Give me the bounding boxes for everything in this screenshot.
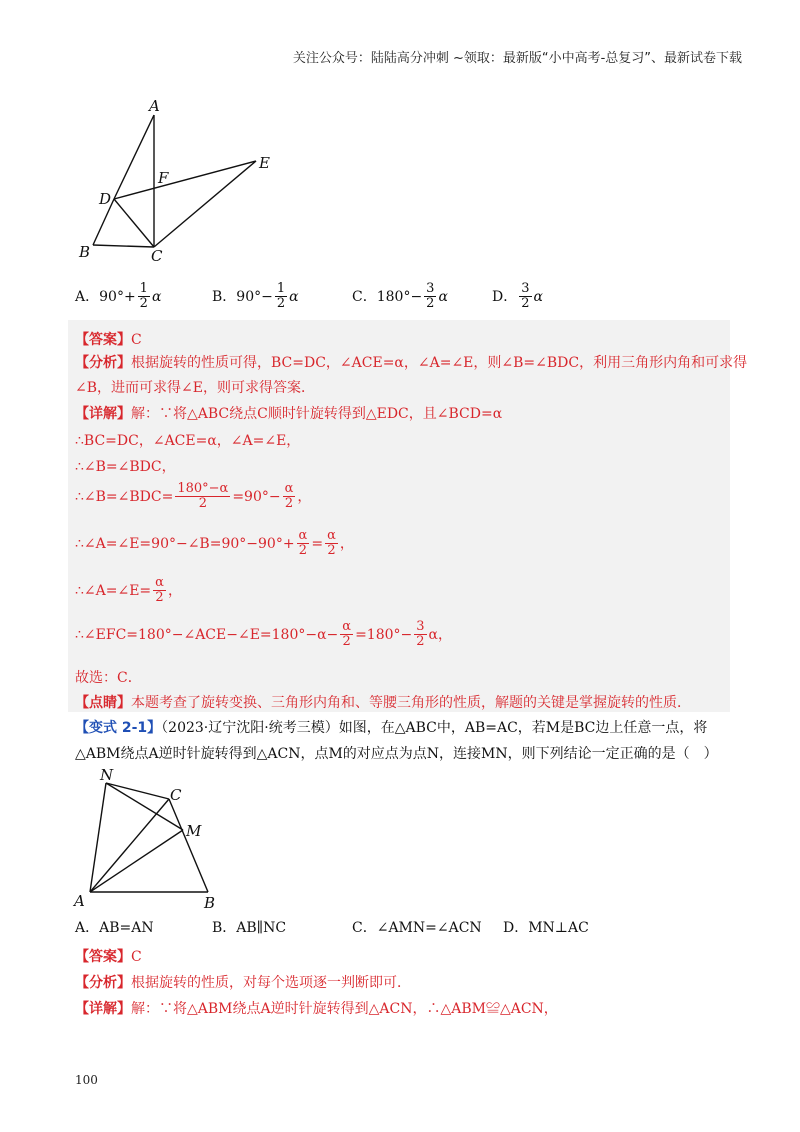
label-M: M (186, 822, 202, 840)
label-E: E (259, 154, 270, 172)
q1-choose: 故选：C． (75, 670, 142, 686)
page-number: 100 (75, 1073, 98, 1087)
q1-option-d: D． $\frac{3}{2}$ α (492, 281, 543, 312)
q1-step-2: ∴∠B=∠BDC， (75, 459, 176, 475)
q2-answer: 【答案】C (75, 949, 142, 965)
q1-step-5: ∴∠A=∠E= $\frac{\alpha}{2}$ ， (75, 575, 182, 606)
label-F: F (158, 169, 169, 187)
figure-triangle-rotation-2 (70, 768, 230, 910)
q1-analysis-2: ∠B，进而可求得∠E，则可求得答案． (75, 380, 315, 396)
label-B: B (79, 243, 91, 261)
q1-step-6: ∴∠EFC=180°−∠ACE−∠E=180°−α− $\frac{\alpha}{2}$ =180°− $\frac{3}{2}$ α， (75, 619, 453, 650)
label-C: C (151, 247, 163, 265)
q2-detail: 【详解】解：∵将△ABM绕点A逆时针旋转得到△ACN，∴△ABM≌△ACN， (75, 1001, 558, 1017)
label-C2: C (170, 786, 182, 804)
q1-option-a: A．90°+ $\frac{1}{2}$ α (75, 281, 162, 312)
q2-stem-1: 【变式 2-1】（2023·辽宁沈阳·统考三模）如图，在△ABC中，AB=AC，若M是BC边上任意一点，将 (75, 720, 708, 736)
q2-stem-2: △ABM绕点A逆时针旋转得到△ACN，点M的对应点为点N，连接MN，则下列结论一定正确的是（ ） (75, 746, 718, 762)
q1-answer: 【答案】C (75, 332, 142, 348)
q1-step-1: ∴BC=DC，∠ACE=α，∠A=∠E， (75, 433, 301, 449)
q1-option-c: C．180°− $\frac{3}{2}$ α (352, 281, 448, 312)
q2-option-c: C．∠AMN=∠ACN (352, 920, 482, 936)
label-N: N (100, 768, 114, 784)
q1-analysis-1: 【分析】根据旋转的性质可得，BC=DC，∠ACE=α，∠A=∠E，则∠B=∠BDC，利用三角形内角和可求得 (75, 355, 748, 371)
q2-analysis: 【分析】根据旋转的性质，对每个选项逐一判断即可． (75, 975, 411, 991)
q1-step-4: ∴∠A=∠E=90°−∠B=90°−90°+ $\frac{\alpha}{2}$ = $\frac{\alpha}{2}$ ， (75, 528, 354, 559)
label-A: A (149, 97, 160, 115)
label-B2: B (204, 894, 216, 910)
label-A2: A (74, 892, 85, 910)
q1-detail-1: 【详解】解：∵将△ABC绕点C顺时针旋转得到△EDC，且∠BCD=α (75, 406, 503, 422)
q1-step-3: ∴∠B=∠BDC= $\frac{180^\circ-\alpha}{2}$ =90°− $\frac{\alpha}{2}$ ， (75, 481, 312, 512)
page-header: 关注公众号：陆陆高分冲刺 ~领取：最新版“小中高考-总复习”、最新试卷下载 (292, 51, 742, 66)
q1-comment: 【点睛】本题考查了旋转变换、三角形内角和、等腰三角形的性质，解题的关键是掌握旋转的性质． (75, 695, 691, 711)
q2-option-b: B．AB∥NC (212, 920, 287, 936)
q1-option-b: B．90°− $\frac{1}{2}$ α (212, 281, 299, 312)
q2-option-a: A．AB=AN (75, 920, 154, 936)
figure-triangle-rotation-1 (70, 95, 300, 265)
label-D: D (99, 190, 112, 208)
q2-option-d: D．MN⊥AC (503, 920, 589, 936)
